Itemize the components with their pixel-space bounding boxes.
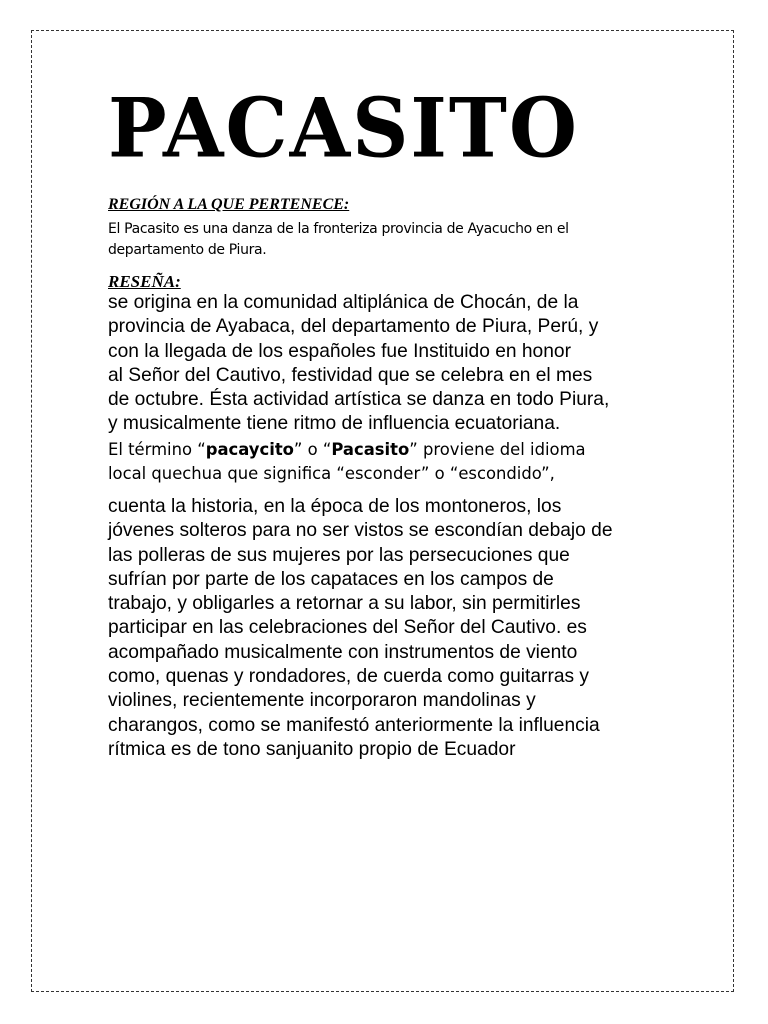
resena-paragraph-origin xyxy=(108,291,668,437)
text-line: con la llegada de los españoles fue Instituido en honor xyxy=(108,340,571,362)
text-line: al Señor del Cautivo, festividad que se celebra en el mes xyxy=(108,364,593,386)
text-line: trabajo, y obligarles a retornar a su labor, sin permitirles xyxy=(108,593,581,615)
page-title: PACASITO xyxy=(108,80,579,177)
text-line: sufrían por parte de los capataces en los campos de xyxy=(108,568,554,590)
text-line: violines, recientemente incorporaron mandolinas y xyxy=(108,690,536,712)
text-line: se origina en la comunidad altiplánica de Chocán, de la xyxy=(108,292,579,313)
resena-paragraph-history xyxy=(108,495,668,762)
region-heading: REGIÓN A LA QUE PERTENECE: xyxy=(108,196,350,213)
text-line: las polleras de sus mujeres por las persecuciones que xyxy=(108,544,570,566)
etymology-connector: ” o “ xyxy=(293,440,332,459)
etymology-prefix: El término “ xyxy=(108,440,206,459)
term-pacaycito: pacaycito xyxy=(205,440,294,459)
text-line: charangos, como se manifestó anteriormente la influencia xyxy=(108,714,600,736)
term-pacasito: Pacasito xyxy=(331,440,410,459)
region-description xyxy=(108,219,628,261)
etymology-line: local quechua que significa “esconder” o “escondido”, xyxy=(108,464,555,483)
text-line: acompañado musicalmente con instrumentos de viento xyxy=(108,641,578,663)
text-line: de octubre. Ésta actividad artística se danza en todo Piura, xyxy=(108,389,610,411)
text-line: cuenta la historia, en la época de los montoneros, los xyxy=(108,496,562,517)
etymology-line xyxy=(108,438,668,462)
text-line: y musicalmente tiene ritmo de influencia ecuatoriana. xyxy=(108,413,561,435)
region-line: departamento de Piura. xyxy=(108,242,267,258)
region-line: El Pacasito es una danza de la fronteriza provincia de Ayacucho en el xyxy=(108,221,569,237)
text-line: rítmica es de tono sanjuanito propio de Ecuador xyxy=(108,738,516,760)
text-line: participar en las celebraciones del Señor del Cautivo. es xyxy=(108,617,587,639)
text-line: como, quenas y rondadores, de cuerda como guitarras y xyxy=(108,666,590,688)
resena-heading: RESEÑA: xyxy=(108,272,181,291)
resena-paragraph-etymology xyxy=(108,438,668,486)
etymology-suffix: ” proviene del idioma xyxy=(409,440,586,459)
text-line: provincia de Ayabaca, del departamento de Piura, Perú, y xyxy=(108,316,599,338)
text-line: jóvenes solteros para no ser vistos se escondían debajo de xyxy=(108,520,613,542)
